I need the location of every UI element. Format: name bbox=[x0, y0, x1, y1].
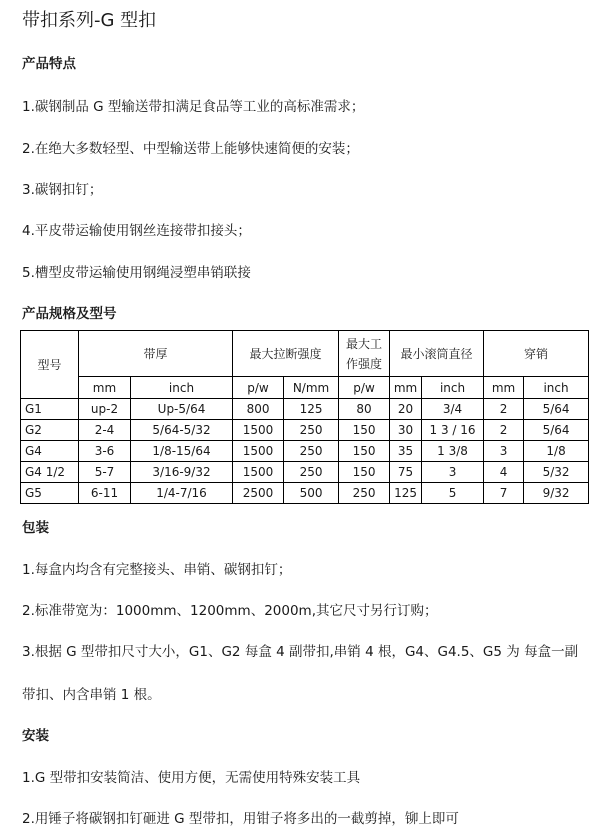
page-title: 带扣系列-G 型扣 bbox=[22, 10, 157, 31]
cell-working-pw: 150 bbox=[339, 441, 390, 462]
cell-working-pw: 80 bbox=[339, 399, 390, 420]
cell-pin-mm: 3 bbox=[484, 441, 524, 462]
unit-thickness-inch: inch bbox=[131, 377, 233, 399]
cell-tensile-nmm: 250 bbox=[284, 441, 339, 462]
header-thickness: 带厚 bbox=[79, 331, 233, 377]
cell-model: G4 1/2 bbox=[21, 462, 79, 483]
cell-thickness-inch: 1/8-15/64 bbox=[131, 441, 233, 462]
cell-model: G2 bbox=[21, 420, 79, 441]
packing-item: 1.每盒内均含有完整接头、串销、碳钢扣钉； bbox=[22, 562, 292, 578]
cell-working-pw: 150 bbox=[339, 462, 390, 483]
cell-roller-inch: 1 3/8 bbox=[422, 441, 484, 462]
unit-working-pw: p/w bbox=[339, 377, 390, 399]
cell-thickness-mm: 2-4 bbox=[79, 420, 131, 441]
cell-roller-inch: 1 3 / 16 bbox=[422, 420, 484, 441]
spec-header-row bbox=[21, 331, 589, 377]
table-row bbox=[21, 420, 589, 441]
cell-thickness-inch: 5/64-5/32 bbox=[131, 420, 233, 441]
packing-item: 带扣、内含串销 1 根。 bbox=[22, 687, 161, 703]
spec-heading: 产品规格及型号 bbox=[22, 306, 117, 322]
cell-model: G4 bbox=[21, 441, 79, 462]
cell-roller-mm: 30 bbox=[390, 420, 422, 441]
cell-thickness-inch: 3/16-9/32 bbox=[131, 462, 233, 483]
cell-tensile-pw: 2500 bbox=[233, 483, 284, 504]
cell-roller-inch: 3 bbox=[422, 462, 484, 483]
packing-item: 2.标准带宽为：1000mm、1200mm、2000m,其它尺寸另行订购； bbox=[22, 603, 438, 619]
unit-tensile-pw: p/w bbox=[233, 377, 284, 399]
cell-pin-mm: 4 bbox=[484, 462, 524, 483]
cell-thickness-inch: Up-5/64 bbox=[131, 399, 233, 420]
cell-roller-mm: 75 bbox=[390, 462, 422, 483]
feature-item: 1.碳钢制品 G 型输送带扣满足食品等工业的高标准需求； bbox=[22, 99, 365, 115]
features-heading: 产品特点 bbox=[22, 56, 76, 72]
unit-roller-mm: mm bbox=[390, 377, 422, 399]
unit-roller-inch: inch bbox=[422, 377, 484, 399]
install-heading: 安装 bbox=[22, 728, 49, 744]
unit-pin-inch: inch bbox=[524, 377, 589, 399]
cell-roller-inch: 5 bbox=[422, 483, 484, 504]
install-item: 2.用锤子将碳钢扣钉砸进 G 型带扣，用钳子将多出的一截剪掉，铆上即可 bbox=[22, 811, 459, 827]
spec-unit-row bbox=[21, 377, 589, 399]
cell-working-pw: 250 bbox=[339, 483, 390, 504]
cell-thickness-inch: 1/4-7/16 bbox=[131, 483, 233, 504]
cell-tensile-nmm: 125 bbox=[284, 399, 339, 420]
table-row bbox=[21, 483, 589, 504]
table-row bbox=[21, 462, 589, 483]
cell-roller-mm: 35 bbox=[390, 441, 422, 462]
cell-pin-inch: 5/64 bbox=[524, 399, 589, 420]
packing-item: 3.根据 G 型带扣尺寸大小，G1、G2 每盒 4 副带扣,串销 4 根，G4、G4.5、G5 为 每盒一副 bbox=[22, 644, 579, 660]
cell-working-pw: 150 bbox=[339, 420, 390, 441]
cell-tensile-nmm: 250 bbox=[284, 420, 339, 441]
cell-roller-mm: 125 bbox=[390, 483, 422, 504]
header-tensile: 最大拉断强度 bbox=[233, 331, 339, 377]
cell-tensile-nmm: 500 bbox=[284, 483, 339, 504]
header-working: 最大工作强度 bbox=[339, 331, 390, 377]
table-row bbox=[21, 441, 589, 462]
cell-tensile-nmm: 250 bbox=[284, 462, 339, 483]
table-row bbox=[21, 399, 589, 420]
feature-item: 5.槽型皮带运输使用钢绳浸塑串销联接 bbox=[22, 265, 251, 281]
cell-tensile-pw: 1500 bbox=[233, 462, 284, 483]
cell-thickness-mm: 5-7 bbox=[79, 462, 131, 483]
cell-pin-inch: 5/64 bbox=[524, 420, 589, 441]
cell-pin-inch: 1/8 bbox=[524, 441, 589, 462]
cell-thickness-mm: 6-11 bbox=[79, 483, 131, 504]
cell-pin-mm: 2 bbox=[484, 420, 524, 441]
header-pin: 穿销 bbox=[484, 331, 589, 377]
packing-heading: 包装 bbox=[22, 520, 49, 536]
unit-thickness-mm: mm bbox=[79, 377, 131, 399]
cell-pin-inch: 9/32 bbox=[524, 483, 589, 504]
cell-thickness-mm: up-2 bbox=[79, 399, 131, 420]
spec-table bbox=[20, 330, 589, 504]
feature-item: 4.平皮带运输使用钢丝连接带扣接头； bbox=[22, 223, 251, 239]
cell-model: G1 bbox=[21, 399, 79, 420]
cell-roller-mm: 20 bbox=[390, 399, 422, 420]
cell-pin-mm: 7 bbox=[484, 483, 524, 504]
cell-thickness-mm: 3-6 bbox=[79, 441, 131, 462]
unit-pin-mm: mm bbox=[484, 377, 524, 399]
cell-tensile-pw: 1500 bbox=[233, 420, 284, 441]
cell-pin-inch: 5/32 bbox=[524, 462, 589, 483]
feature-item: 2.在绝大多数轻型、中型输送带上能够快速简便的安装； bbox=[22, 141, 359, 157]
install-item: 1.G 型带扣安装简洁、使用方便，无需使用特殊安装工具 bbox=[22, 770, 361, 786]
cell-roller-inch: 3/4 bbox=[422, 399, 484, 420]
cell-model: G5 bbox=[21, 483, 79, 504]
cell-pin-mm: 2 bbox=[484, 399, 524, 420]
header-roller: 最小滚筒直径 bbox=[390, 331, 484, 377]
cell-tensile-pw: 1500 bbox=[233, 441, 284, 462]
unit-tensile-nmm: N/mm bbox=[284, 377, 339, 399]
cell-tensile-pw: 800 bbox=[233, 399, 284, 420]
feature-item: 3.碳钢扣钉； bbox=[22, 182, 103, 198]
header-model: 型号 bbox=[21, 331, 79, 399]
